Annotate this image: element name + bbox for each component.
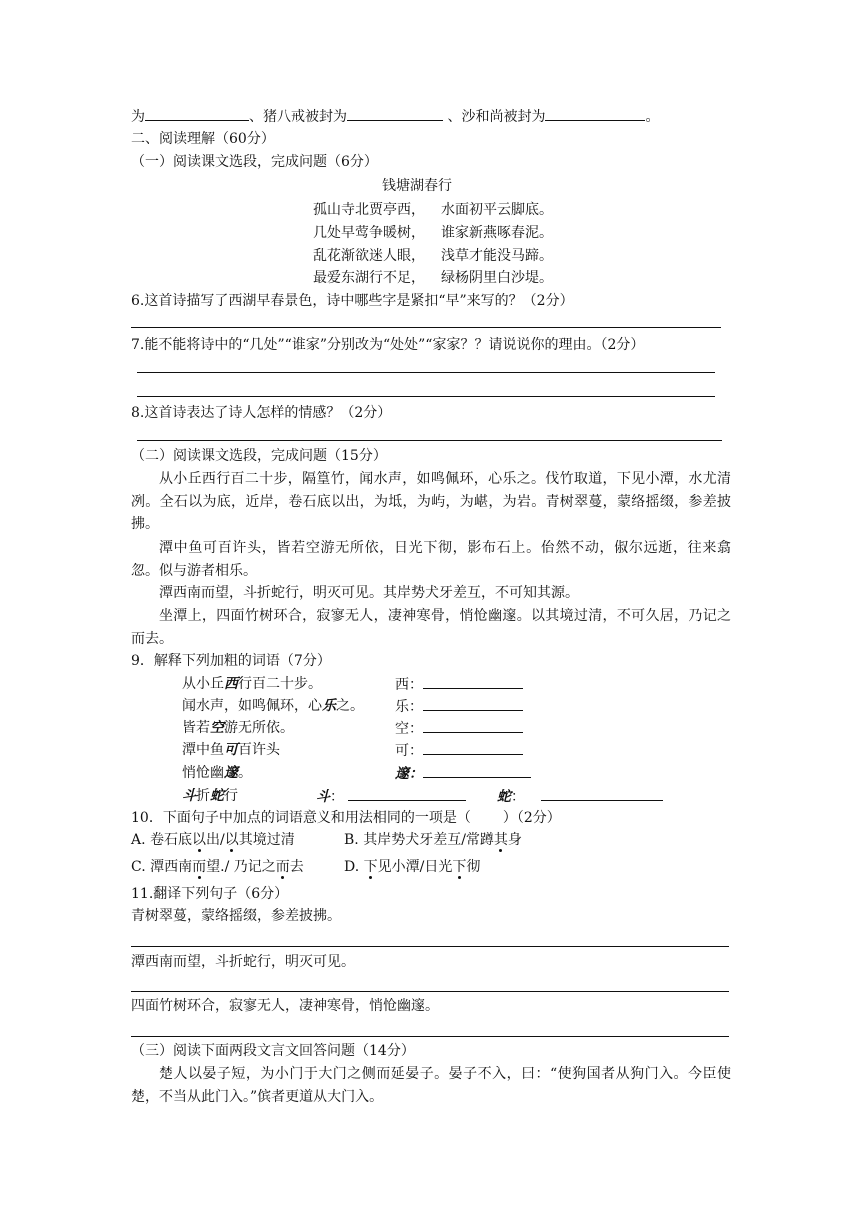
passage-paragraph-4: 坐潭上，四面竹树环合，寂寥无人，凄神寒骨，悄怆幽邃。以其境过清，不可久居，乃记之而去。: [131, 608, 731, 647]
top-line-text-3: 、沙和尚被封为: [443, 109, 546, 125]
part1-heading: （一）阅读课文选段，完成问题（6分）: [131, 154, 378, 170]
answer-blank-q9-3[interactable]: [423, 718, 523, 733]
section-title: 二、阅读理解（60分）: [131, 131, 275, 147]
question-10: 10．下面句子中加点的词语意义和用法相同的一项是（ ）（2分）: [131, 810, 561, 826]
q9-item-3: 皆若空游无所依。: [182, 720, 294, 736]
poem-line-3a: 乱花渐欲迷人眼，: [313, 248, 425, 264]
part3-paragraph: 楚人以晏子短，为小门于大门之侧而延晏子。晏子不入，曰：“使狗国者从狗门入。今臣使楚，不当从此门入。”傧者更道从大门入。: [131, 1066, 731, 1105]
answer-blank-q9-6a[interactable]: [348, 786, 466, 801]
answer-line-q11-1[interactable]: [131, 946, 729, 947]
top-line-text-2: 、猪八戒被封为: [249, 109, 347, 125]
q9-item-4-answer: 可：: [395, 740, 523, 761]
question-9: 9．解释下列加粗的词语（7分）: [131, 653, 331, 669]
q10-option-b[interactable]: B. 其岸势犬牙差互/常蹲其身: [344, 832, 522, 848]
q10-option-c[interactable]: C. 潭西南而望./ 乃记之而去: [131, 859, 304, 875]
q10-option-d[interactable]: D. 下见小潭/日光下彻: [344, 859, 481, 875]
poem-line-1a: 孤山寺北贾亭西，: [313, 202, 425, 218]
top-fill-line: [131, 106, 659, 127]
q11-sentence-2: 潭西南而望，斗折蛇行，明灭可见。: [131, 954, 355, 970]
q9-item-6-answer-b: 蛇：: [497, 786, 663, 807]
q9-item-2: 闻水声，如鸣佩环，心乐之。: [182, 698, 364, 714]
question-11: 11.翻译下列句子（6分）: [131, 886, 289, 902]
answer-blank-3[interactable]: [545, 106, 645, 121]
q10-option-a[interactable]: A. 卷石底以出/以其境过清: [131, 832, 295, 848]
poem-title: 钱塘湖春行: [382, 178, 452, 194]
q9-item-4: 潭中鱼可百许头: [182, 742, 280, 758]
q9-item-1: 从小丘西行百二十步。: [182, 676, 322, 692]
q11-sentence-1: 青树翠蔓，蒙络摇缀，参差披拂。: [131, 908, 341, 924]
answer-line-q8[interactable]: [137, 440, 722, 441]
passage-paragraph-3: 潭西南而望，斗折蛇行，明灭可见。其岸势犬牙差互，不可知其源。: [159, 585, 579, 601]
question-7: 7.能不能将诗中的“几处”“谁家”分别改为“处处”“家家？？请说说你的理由。（2分）: [131, 337, 645, 353]
answer-line-q11-3[interactable]: [131, 1036, 729, 1037]
answer-blank-q9-5[interactable]: [423, 763, 531, 778]
poem-line-1b: 水面初平云脚底。: [441, 202, 553, 218]
answer-line-q6[interactable]: [131, 327, 721, 328]
top-line-text-1: 为: [131, 109, 145, 125]
poem-line-2a: 几处早莺争暖树，: [313, 225, 425, 241]
q9-item-3-answer: 空：: [395, 718, 523, 739]
top-line-text-4: 。: [645, 109, 660, 125]
question-8: 8.这首诗表达了诗人怎样的情感？（2分）: [131, 405, 392, 421]
answer-blank-q9-6b[interactable]: [541, 786, 663, 801]
answer-blank-2[interactable]: [347, 106, 443, 121]
answer-line-q7-a[interactable]: [137, 372, 715, 373]
q9-item-2-answer: 乐：: [395, 696, 523, 717]
passage-paragraph-1: 从小丘西行百二十步，隔篁竹，闻水声，如鸣佩环，心乐之。伐竹取道，下见小潭，水尤清冽。全石以为底，近岸，卷石底以出，为坻，为屿，为嵁，为岩。青树翠蔓，蒙络摇缀，参差披拂。: [131, 471, 731, 532]
poem-line-4a: 最爱东湖行不足，: [313, 270, 425, 286]
answer-blank-q9-1[interactable]: [423, 674, 523, 689]
passage-paragraph-2: 潭中鱼可百许头，皆若空游无所依，日光下彻，影布石上。佁然不动，俶尔远逝，往来翕忽。似与游者相乐。: [131, 540, 731, 579]
part2-heading: （二）阅读课文选段，完成问题（15分）: [131, 448, 387, 464]
answer-blank-1[interactable]: [145, 106, 249, 121]
poem-line-2b: 谁家新燕啄春泥。: [441, 225, 553, 241]
answer-blank-q9-2[interactable]: [423, 696, 523, 711]
answer-line-q7-b[interactable]: [137, 396, 715, 397]
q9-item-6-answer-a: 斗：: [316, 786, 466, 807]
q11-sentence-3: 四面竹树环合，寂寥无人，凄神寒骨，悄怆幽邃。: [131, 998, 439, 1014]
answer-blank-q9-4[interactable]: [423, 740, 523, 755]
q9-item-5-answer: 邃：: [395, 763, 531, 784]
q9-item-6: 斗折蛇行: [182, 788, 238, 804]
part3-heading: （三）阅读下面两段文言文回答问题（14分）: [131, 1043, 415, 1059]
poem-line-4b: 绿杨阴里白沙堤。: [441, 270, 553, 286]
question-6: 6.这首诗描写了西湖早春景色，诗中哪些字是紧扣“早”来写的？（2分）: [131, 293, 574, 309]
q9-item-5: 悄怆幽邃。: [182, 765, 252, 781]
answer-line-q11-2[interactable]: [131, 991, 729, 992]
poem-line-3b: 浅草才能没马蹄。: [441, 248, 553, 264]
q9-item-1-answer: 西：: [395, 674, 523, 695]
